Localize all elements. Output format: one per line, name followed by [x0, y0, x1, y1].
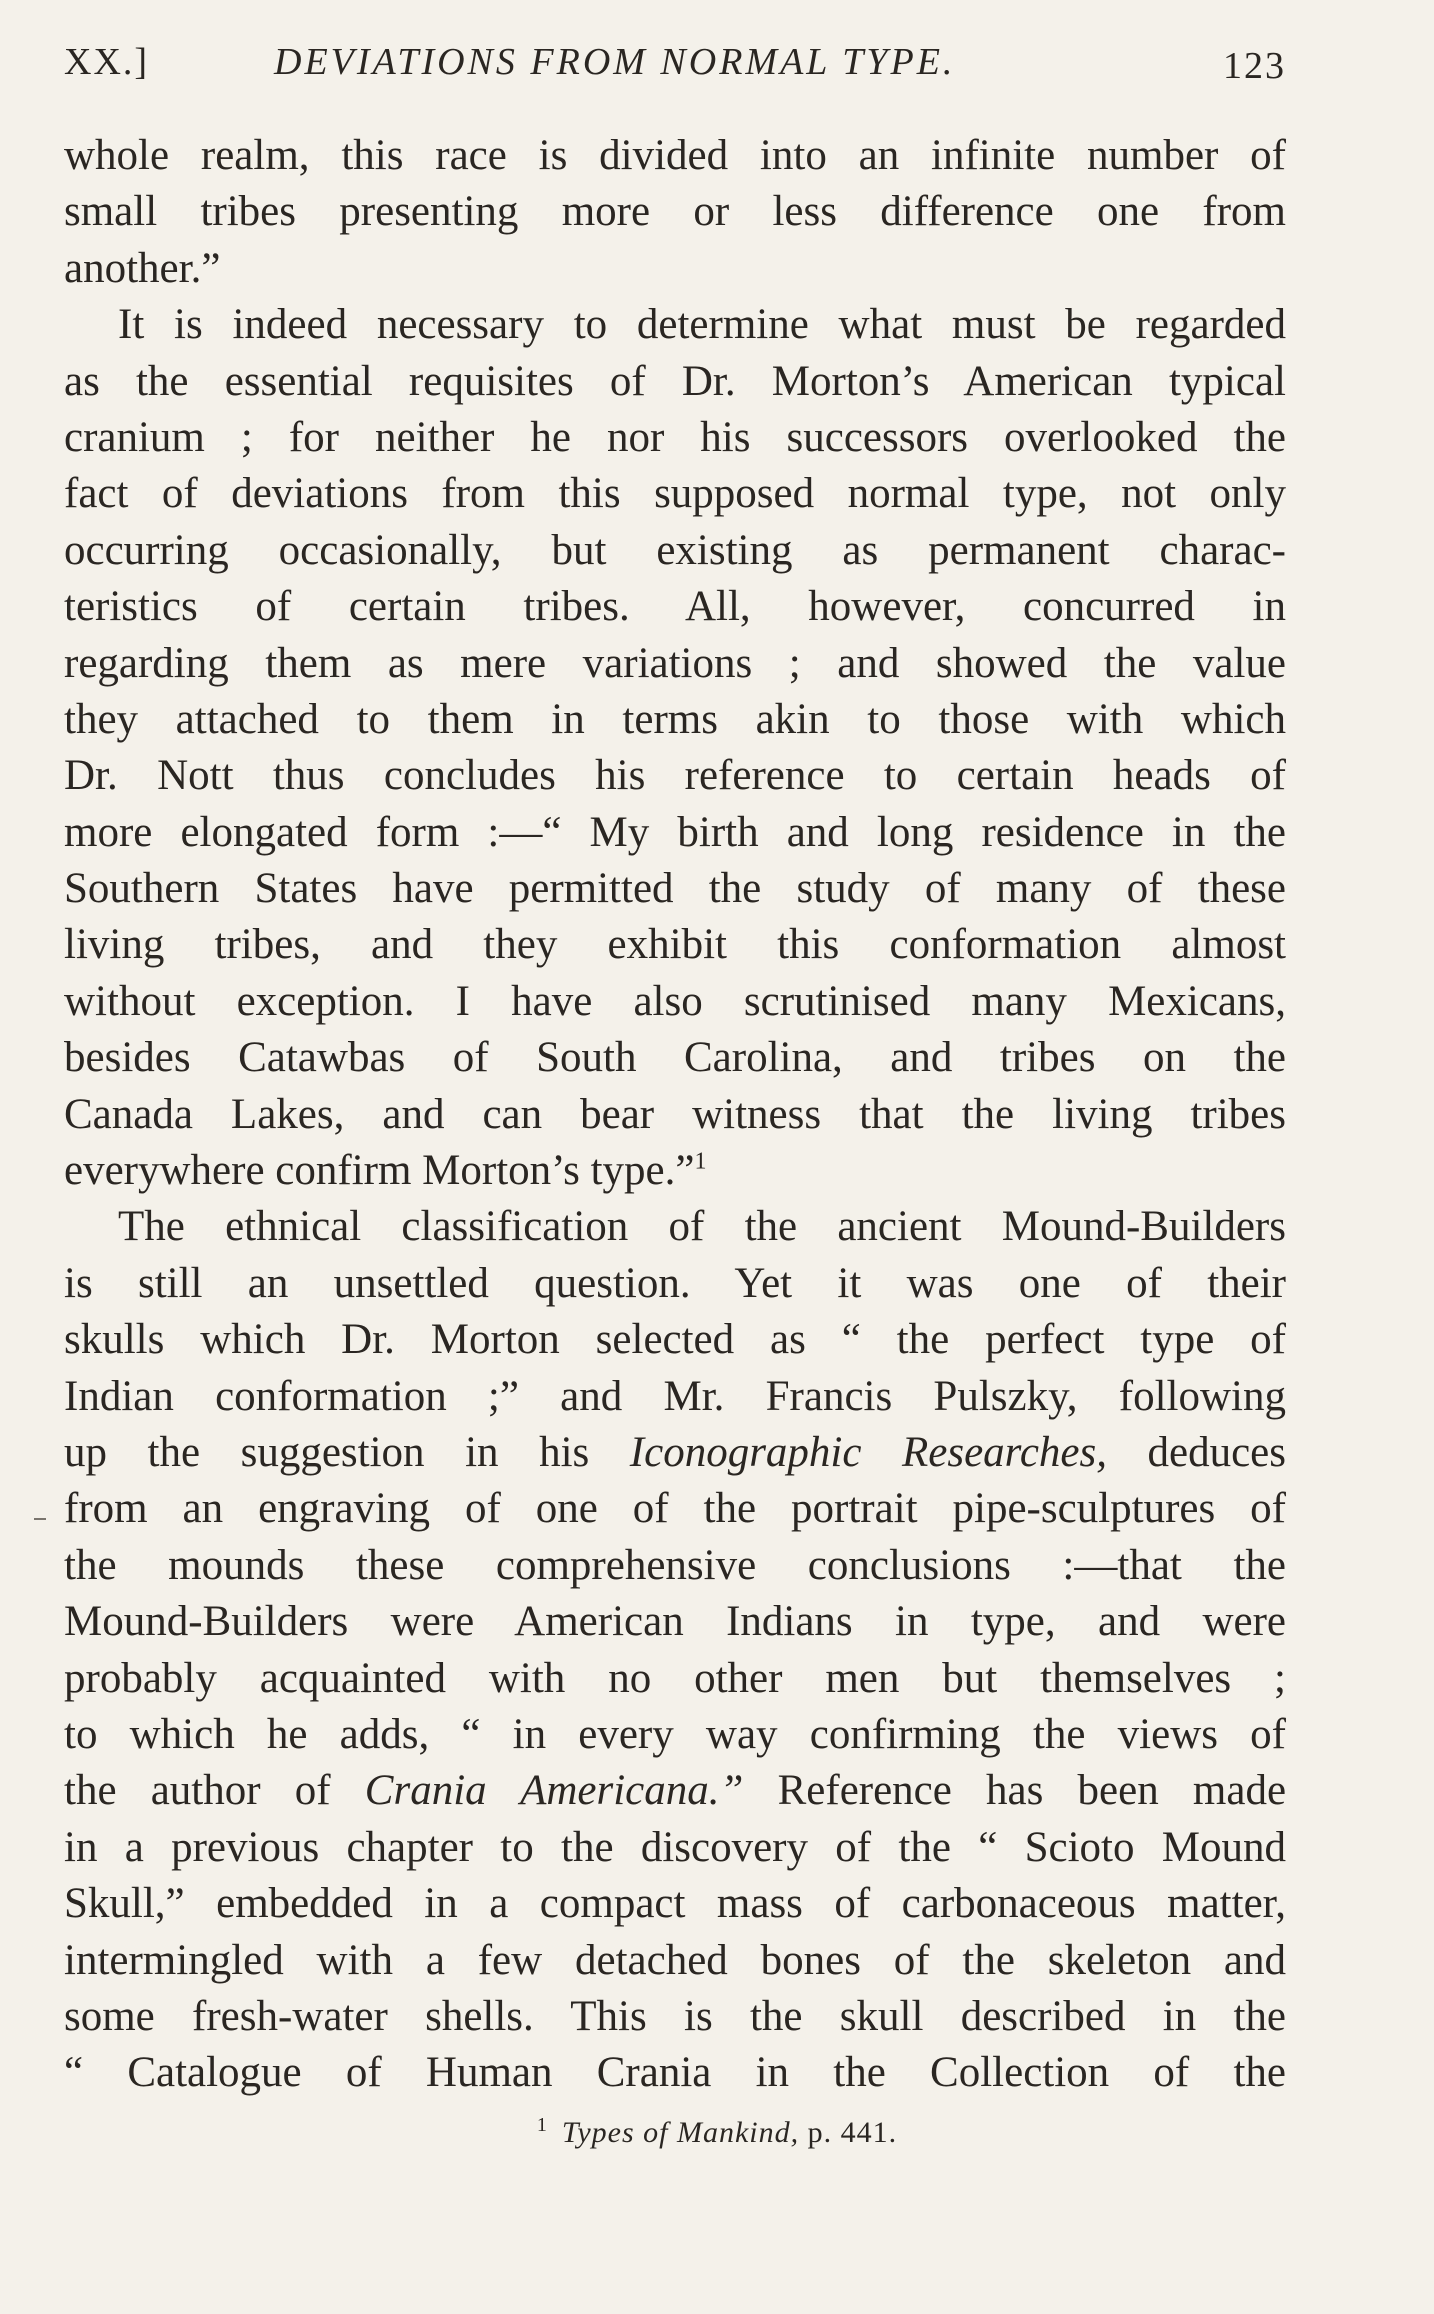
text-line: from an engraving of one of the portrait pipe-sculptures of: [64, 1485, 1286, 1533]
chapter-number: XX.]: [64, 41, 150, 83]
text-line-content: deduces: [1147, 1428, 1286, 1476]
text-line: It is indeed necessary to determine what must be regarded: [118, 301, 1286, 349]
text-line: teristics of certain tribes. All, however, concurred in: [64, 583, 1286, 631]
text-line: more elongated form :—“ My birth and long residence in the: [64, 808, 1286, 856]
text-line-content: up the suggestion in his: [64, 1428, 590, 1476]
text-line: fact of deviations from this supposed normal type, not only: [64, 470, 1286, 518]
text-line: cranium ; for neither he nor his successors overlooked the: [64, 413, 1286, 461]
text-line-content: the author of: [64, 1767, 331, 1815]
text-line: small tribes presenting more or less difference one from: [64, 188, 1286, 236]
margin-mark: [34, 1518, 46, 1520]
text-line: [64, 1763, 1286, 1819]
running-title: DEVIATIONS FROM NORMAL TYPE.: [274, 41, 956, 83]
text-line: whole realm, this race is divided into an infinite number of: [64, 132, 1286, 179]
text-line: [64, 1143, 1286, 1199]
footnote-title: Types of Mankind,: [561, 2116, 800, 2149]
text-line: “ Catalogue of Human Crania in the Collection of the: [64, 2049, 1286, 2097]
footnote-page: p. 441.: [807, 2116, 898, 2149]
text-line: is still an unsettled question. Yet it was one of their: [64, 1259, 1286, 1307]
text-line: Indian conformation ;” and Mr. Francis Pulszky, following: [64, 1372, 1286, 1420]
text-line: intermingled with a few detached bones of the skeleton and: [64, 1936, 1286, 1984]
text-line: Skull,” embedded in a compact mass of carbonaceous matter,: [64, 1880, 1286, 1928]
text-line: Dr. Nott thus concludes his reference to certain heads of: [64, 752, 1286, 800]
footnote-reference: 1: [694, 1148, 707, 1175]
book-title-italic: Crania Americana.”: [364, 1767, 744, 1815]
text-line-content: Reference has been made: [777, 1767, 1286, 1815]
text-line: besides Catawbas of South Carolina, and tribes on the: [64, 1034, 1286, 1082]
text-line: without exception. I have also scrutinised many Mexicans,: [64, 977, 1286, 1025]
book-title-italic: Iconographic Researches,: [629, 1428, 1107, 1476]
text-line: Canada Lakes, and can bear witness that the living tribes: [64, 1090, 1286, 1138]
text-line: occurring occasionally, but existing as permanent charac-: [64, 526, 1286, 574]
text-line: regarding them as mere variations ; and showed the value: [64, 639, 1286, 687]
text-line: another.”: [64, 244, 221, 292]
page-number: 123: [1223, 45, 1286, 87]
text-line: Mound-Builders were American Indians in type, and were: [64, 1598, 1286, 1646]
running-head: [64, 30, 1286, 90]
text-line: they attached to them in terms akin to those with which: [64, 695, 1286, 743]
text-line: Southern States have permitted the study of many of these: [64, 865, 1286, 913]
text-line: the mounds these comprehensive conclusions :—that the: [64, 1541, 1286, 1589]
footnote: [0, 2114, 1434, 2150]
text-line: to which he adds, “ in every way confirming the views of: [64, 1710, 1286, 1758]
text-line: The ethnical classification of the ancient Mound-Builders: [118, 1203, 1286, 1251]
footnote-mark: 1: [536, 2114, 548, 2136]
body-text: [64, 128, 1286, 2102]
text-line: as the essential requisites of Dr. Morton’s American typical: [64, 357, 1286, 405]
text-line: living tribes, and they exhibit this conformation almost: [64, 921, 1286, 969]
text-line: in a previous chapter to the discovery of the “ Scioto Mound: [64, 1823, 1286, 1871]
text-line: probably acquainted with no other men but themselves ;: [64, 1654, 1286, 1702]
text-line-content: everywhere confirm Morton’s type.”: [64, 1147, 695, 1195]
text-line: [64, 1425, 1286, 1481]
text-line: some fresh-water shells. This is the skull described in the: [64, 1992, 1286, 2040]
text-line: skulls which Dr. Morton selected as “ the perfect type of: [64, 1316, 1286, 1364]
